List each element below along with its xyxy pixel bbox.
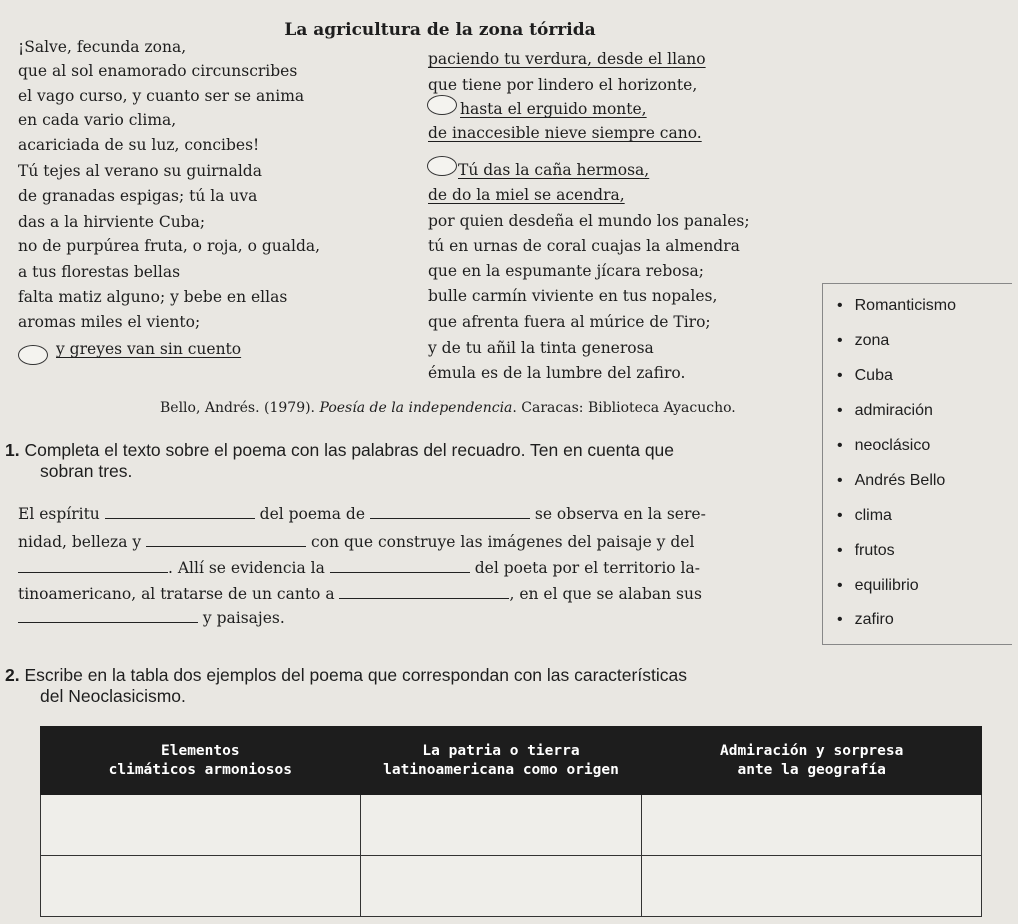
citation-work: Poesía de la independencia: [319, 400, 513, 416]
poem-line: de granadas espigas; tú la uva: [18, 187, 258, 205]
poem-line: das a la hirviente Cuba;: [18, 213, 206, 231]
poem-line: por quien desdeña el mundo los panales;: [428, 212, 750, 230]
question-text: Completa el texto sobre el poema con las palabras del recuadro. Ten en cuenta que: [24, 440, 675, 460]
header-line: climáticos armoniosos: [108, 761, 292, 778]
blank-input[interactable]: [339, 585, 509, 599]
poem-line-marked: de do la miel se acendra,: [428, 186, 625, 204]
citation-author: Bello, Andrés. (1979).: [160, 400, 316, 416]
question-text: Escribe en la tabla dos ejemplos del poema que correspondan con las características: [24, 665, 687, 685]
table-header: [360, 727, 642, 795]
paragraph-text: . Allí se evidencia la: [168, 559, 330, 577]
paragraph-text: se observa en la sere-: [529, 505, 706, 523]
paragraph-text: El espíritu: [18, 505, 105, 523]
header-line: Admiración y sorpresa: [720, 742, 904, 759]
table-row: [41, 856, 982, 917]
poem-line: acariciada de su luz, concibes!: [18, 136, 260, 154]
word-box-item: • Cuba: [837, 367, 893, 385]
answer-circle[interactable]: [427, 156, 457, 176]
word-box-item: • zafiro: [837, 611, 894, 629]
header-line: latinoamericana como origen: [383, 761, 619, 778]
question-2: [5, 665, 687, 686]
poem-line-marked: hasta el erguido monte,: [460, 100, 647, 118]
question-number: 1.: [5, 440, 20, 460]
table-cell-input[interactable]: [41, 795, 361, 856]
blank-input[interactable]: [330, 559, 470, 573]
table-cell-input[interactable]: [360, 856, 642, 917]
poem-line: no de purpúrea fruta, o roja, o gualda,: [18, 237, 321, 255]
blank-input[interactable]: [146, 533, 306, 547]
paragraph-text: , en el que se alaban sus: [509, 585, 702, 603]
word-box-item: • zona: [837, 332, 889, 350]
poem-citation: [160, 400, 736, 416]
table-cell-input[interactable]: [642, 795, 982, 856]
word-box-item: • Andrés Bello: [837, 472, 945, 490]
poem-line: y de tu añil la tinta generosa: [428, 339, 654, 357]
paragraph-text: del poeta por el territorio la-: [469, 559, 700, 577]
header-line: ante la geografía: [737, 761, 886, 778]
poem-line: que afrenta fuera al múrice de Tiro;: [428, 313, 711, 331]
poem-line: tú en urnas de coral cuajas la almendra: [428, 237, 740, 255]
poem-line-marked: paciendo tu verdura, desde el llano: [428, 50, 706, 68]
poem-line: falta matiz alguno; y bebe en ellas: [18, 288, 288, 306]
table-header: [41, 727, 361, 795]
paragraph-text: nidad, belleza y: [18, 533, 147, 551]
poem-line-marked: de inaccesible nieve siempre cano.: [428, 124, 702, 142]
question-number: 2.: [5, 665, 20, 685]
question-1-continued: sobran tres.: [40, 461, 133, 481]
answer-circle[interactable]: [427, 95, 457, 115]
answer-table: [40, 726, 982, 917]
word-box-item: • Romanticismo: [837, 297, 956, 315]
blank-input[interactable]: [105, 505, 255, 519]
paragraph-text: y paisajes.: [198, 609, 285, 627]
table-cell-input[interactable]: [642, 856, 982, 917]
word-box: [822, 283, 1012, 645]
citation-publisher: . Caracas: Biblioteca Ayacucho.: [512, 400, 736, 416]
poem-line: émula es de la lumbre del zafiro.: [428, 364, 686, 382]
blank-input[interactable]: [18, 559, 168, 573]
poem-line: bulle carmín viviente en tus nopales,: [428, 287, 718, 305]
question-2-continued: del Neoclasicismo.: [40, 686, 186, 706]
poem-line: el vago curso, y cuanto ser se anima: [18, 87, 305, 105]
poem-line-marked: Tú das la caña hermosa,: [458, 161, 650, 179]
word-box-item: • clima: [837, 507, 892, 525]
poem-line: que tiene por lindero el horizonte,: [428, 76, 698, 94]
poem-line-marked: y greyes van sin cuento: [56, 340, 242, 358]
word-box-item: • frutos: [837, 542, 895, 560]
table-cell-input[interactable]: [41, 856, 361, 917]
table-cell-input[interactable]: [360, 795, 642, 856]
poem-title: La agricultura de la zona tórrida: [284, 20, 596, 40]
word-box-item: • admiración: [837, 402, 933, 420]
blank-input[interactable]: [18, 609, 198, 623]
poem-line: en cada vario clima,: [18, 111, 177, 129]
table-header-row: [41, 727, 982, 795]
table-header: [642, 727, 982, 795]
answer-circle[interactable]: [18, 345, 48, 365]
paragraph-text: tinoamericano, al tratarse de un canto a: [18, 585, 340, 603]
header-line: Elementos: [161, 742, 240, 759]
poem-line: ¡Salve, fecunda zona,: [18, 38, 187, 56]
paragraph-text: con que construye las imágenes del paisaje y del: [306, 533, 695, 551]
poem-line: aromas miles el viento;: [18, 313, 201, 331]
blank-input[interactable]: [370, 505, 530, 519]
word-box-item: • equilibrio: [837, 577, 919, 595]
question-1: [5, 440, 674, 461]
poem-line: que en la espumante jícara rebosa;: [428, 262, 705, 280]
table-row: [41, 795, 982, 856]
poem-line: a tus florestas bellas: [18, 263, 181, 281]
header-line: La patria o tierra: [422, 742, 580, 759]
paragraph-text: del poema de: [254, 505, 370, 523]
poem-line: que al sol enamorado circunscribes: [18, 62, 298, 80]
word-box-item: • neoclásico: [837, 437, 930, 455]
poem-line: Tú tejes al verano su guirnalda: [18, 162, 262, 180]
